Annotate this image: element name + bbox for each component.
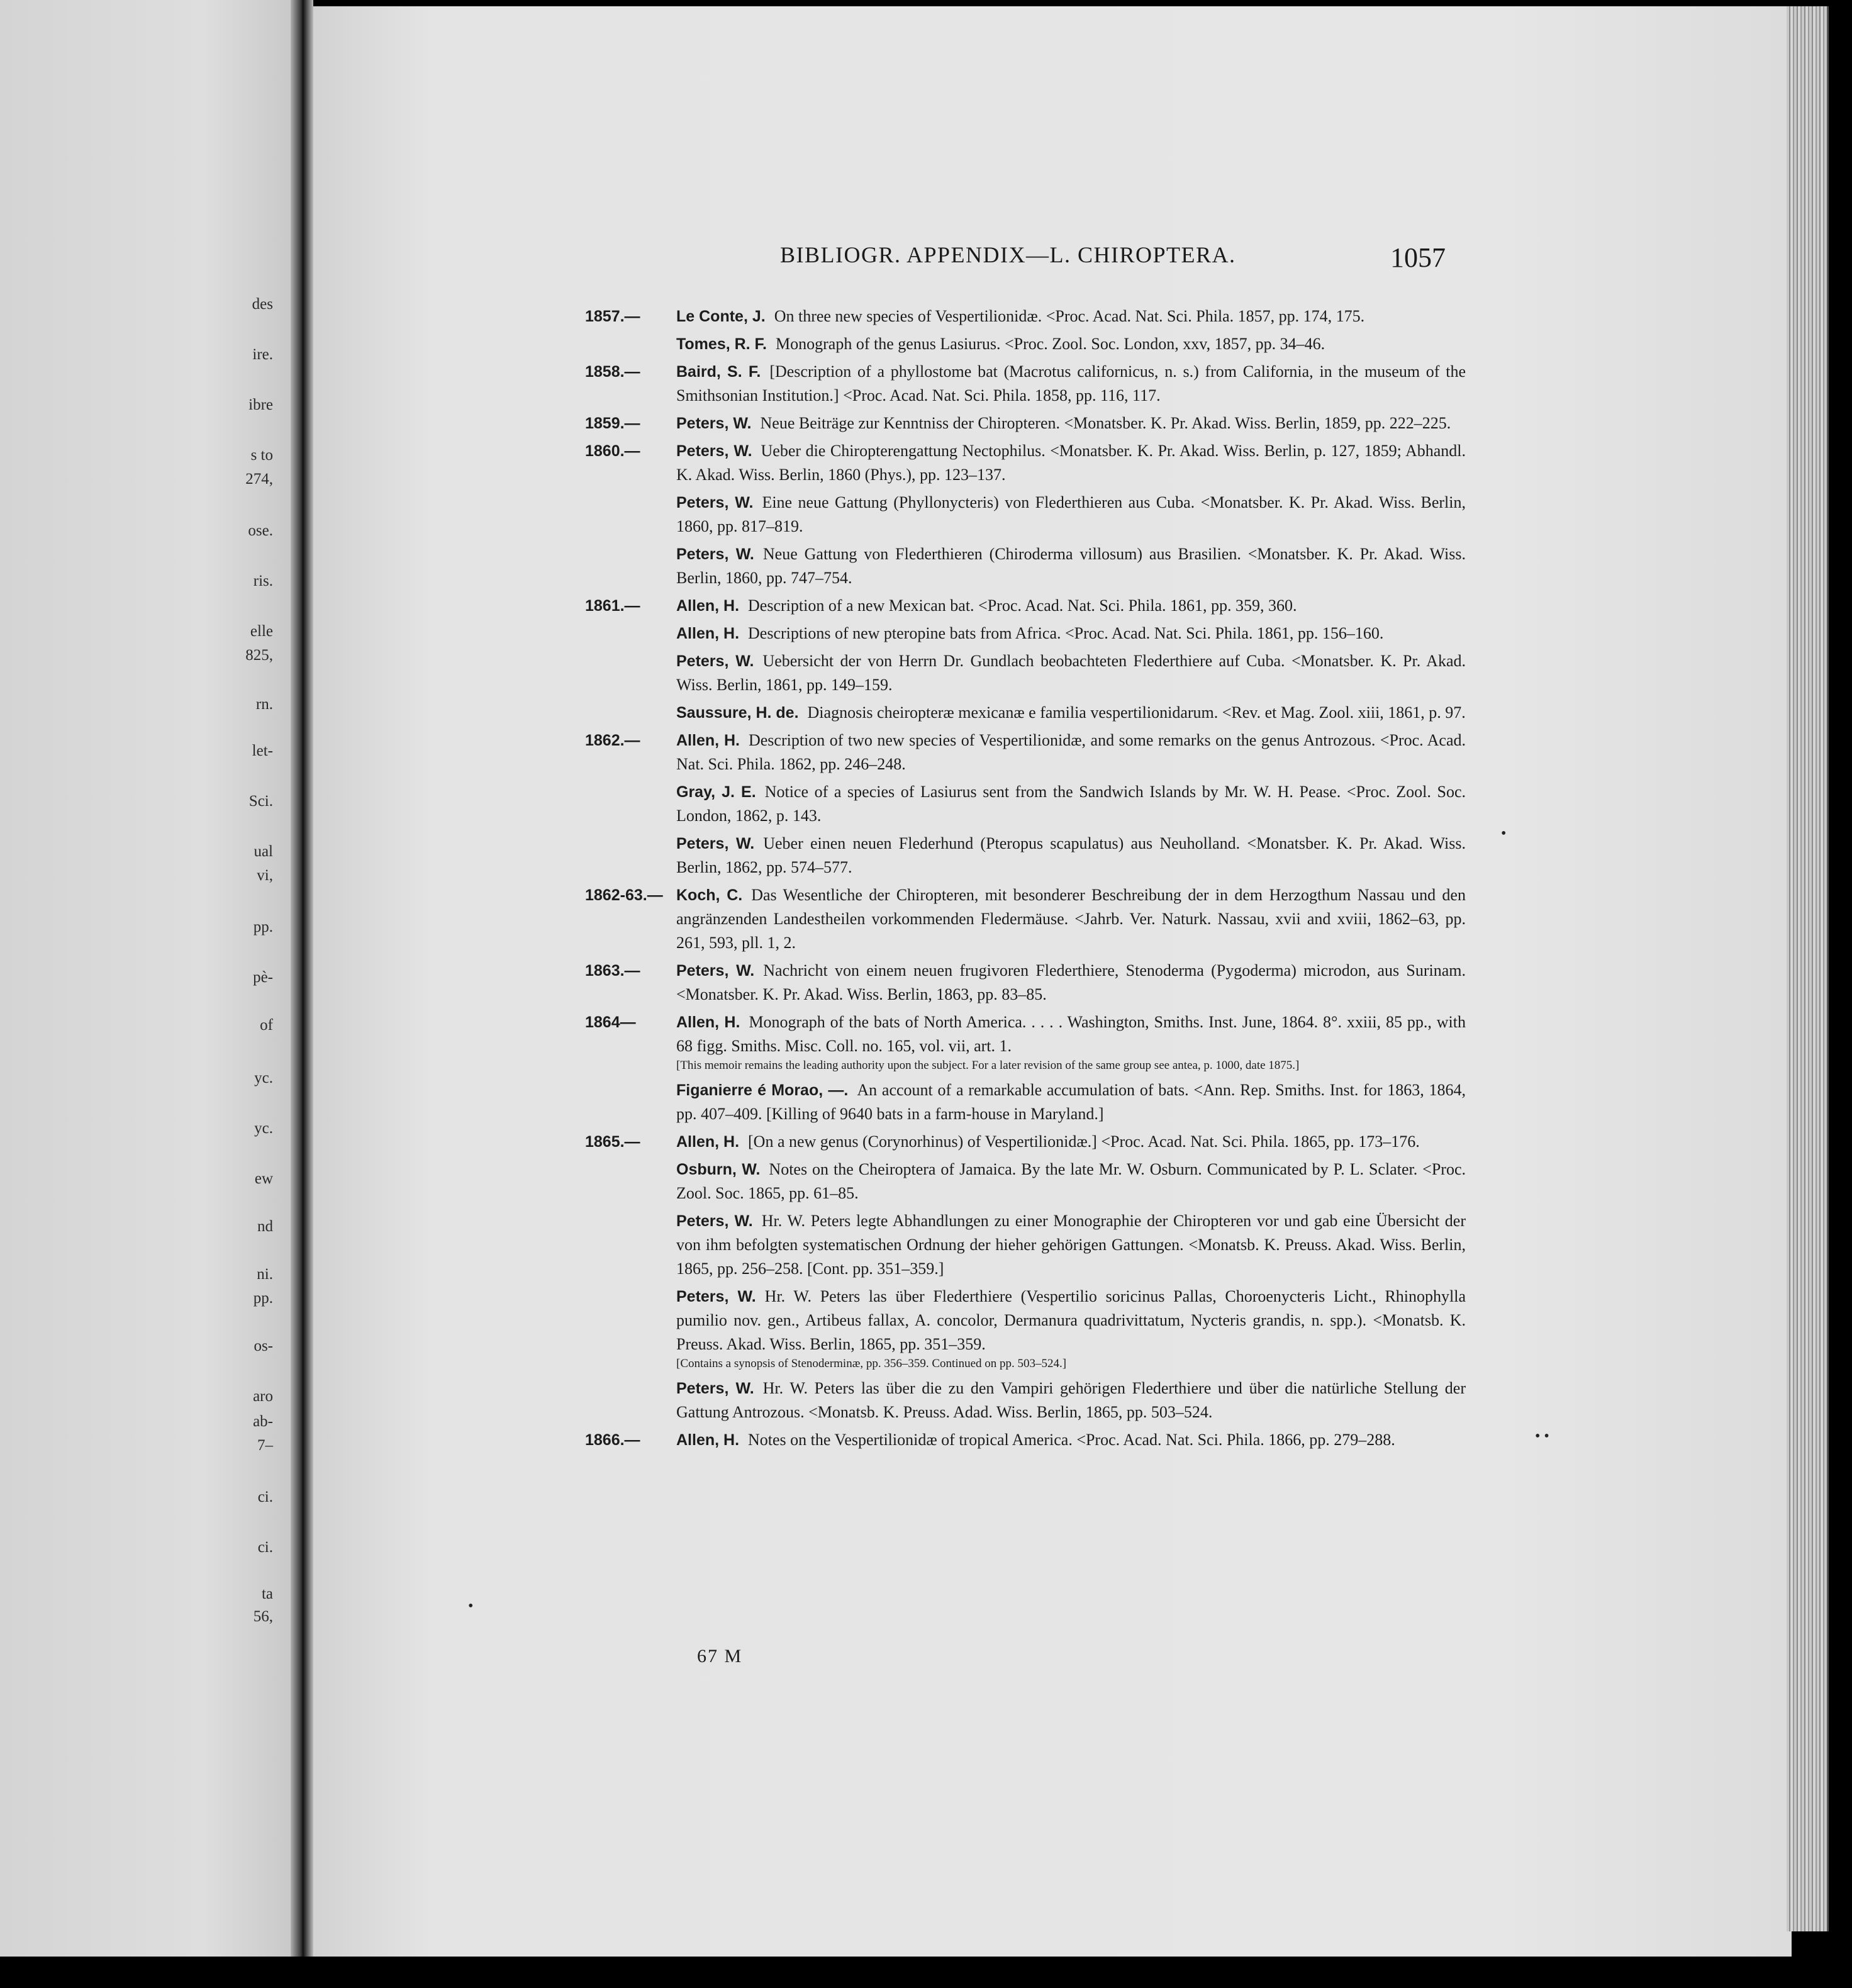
entry-author: Allen, H. [676, 625, 740, 642]
entry-year: 1859.— [585, 415, 640, 432]
entry-year: 1862-63.— [585, 886, 663, 904]
bibliography-entry [585, 332, 1466, 356]
bibliography-entry [585, 1078, 1466, 1126]
entry-citation: Hr. W. Peters las über Flederthiere (Vespertilio soricinus Pallas, Choroenycteris Licht., Rhinophylla pumilio nov. gen., Artibeus fallax, A. concolor, Dermanura quadrivittatum, Nycteris grandis, n. spp.). <Monatsb. K. Preuss. Akad. Wiss. Berlin, 1865, pp. 351–359. [676, 1287, 1466, 1353]
entry-author: Peters, W. [676, 1380, 754, 1397]
bibliography-entry [585, 701, 1466, 725]
entry-author: Gray, J. E. [676, 783, 756, 801]
page-signature: 67 M [697, 1646, 743, 1667]
entry-year: 1863.— [585, 962, 640, 980]
entry-author: Peters, W. [676, 545, 754, 563]
page-edges [1787, 6, 1829, 1931]
entry-citation: Uebersicht der von Herrn Dr. Gundlach beobachteten Flederthiere auf Cuba. <Monatsber. K. Pr. Akad. Wiss. Berlin, 1861, pp. 149–159. [676, 652, 1466, 694]
entry-citation: On three new species of Vespertilionidæ. <Proc. Acad. Nat. Sci. Phila. 1857, pp. 174, 175. [774, 307, 1365, 325]
entry-note: [This memoir remains the leading authority upon the subject. For a later revision of the same group see antea, p. 1000, date 1875.] [676, 1059, 1300, 1072]
entry-citation: Neue Beiträge zur Kenntniss der Chiropteren. <Monatsber. K. Pr. Akad. Wiss. Berlin, 1859, pp. 222–225. [760, 414, 1451, 432]
entry-citation: Notice of a species of Lasiurus sent from the Sandwich Islands by Mr. W. H. Pease. <Proc. Zool. Soc. London, 1862, p. 143. [676, 783, 1466, 825]
left-page-fragment: rn. [255, 696, 273, 713]
left-page-fragment: ci. [257, 1539, 273, 1556]
bibliography-entry [585, 1010, 1466, 1075]
left-page-fragment: os- [254, 1337, 273, 1354]
left-page-fragment: ose. [248, 522, 273, 539]
entry-author: Peters, W. [676, 494, 754, 511]
entry-citation: Notes on the Cheiroptera of Jamaica. By the late Mr. W. Osburn. Communicated by P. L. Sclater. <Proc. Zool. Soc. 1865, pp. 61–85. [676, 1160, 1466, 1202]
left-page-fragment: of [260, 1017, 273, 1034]
bibliography-entry [585, 780, 1466, 828]
left-page-fragment: s to [250, 447, 273, 464]
entry-year: 1865.— [585, 1133, 640, 1151]
left-page-fragment: ual [254, 843, 273, 860]
entry-author: Peters, W. [676, 442, 752, 460]
bibliography-entry [585, 1130, 1466, 1154]
bibliography-entry [585, 1285, 1466, 1373]
entry-author: Allen, H. [676, 732, 740, 749]
entry-year: 1861.— [585, 597, 640, 615]
entry-year: 1862.— [585, 732, 640, 749]
entry-author: Le Conte, J. [676, 308, 766, 325]
entry-author: Peters, W. [676, 415, 752, 432]
left-page-fragment: vi, [257, 867, 273, 884]
left-page [0, 0, 291, 1957]
bibliography-entry [585, 959, 1466, 1007]
entry-author: Peters, W. [676, 962, 755, 980]
left-page-fragment: 274, [245, 471, 273, 488]
bibliography-entry [585, 883, 1466, 955]
bibliography-entry [585, 1209, 1466, 1281]
entry-citation: Ueber die Chiropterengattung Nectophilus. <Monatsber. K. Pr. Akad. Wiss. Berlin, p. 127, 1859; Abhandl. K. Akad. Wiss. Berlin, 1860 (Phys.), pp. 123–137. [676, 442, 1466, 484]
left-page-fragment: des [252, 296, 273, 313]
entry-citation: Diagnosis cheiropteræ mexicanæ e familia vespertilionidarum. <Rev. et Mag. Zool. xiii, 1861, p. 97. [807, 703, 1466, 722]
entry-author: Osburn, W. [676, 1161, 761, 1178]
stray-mark: • • [1535, 1428, 1549, 1444]
bibliography-entry [585, 1158, 1466, 1205]
entry-author: Baird, S. F. [676, 363, 761, 381]
bibliography-entry [585, 1428, 1466, 1452]
entry-author: Allen, H. [676, 597, 740, 615]
entry-author: Allen, H. [676, 1133, 740, 1151]
left-page-fragment: ew [254, 1170, 273, 1187]
entry-citation: Notes on the Vespertilionidæ of tropical America. <Proc. Acad. Nat. Sci. Phila. 1866, pp. 279–288. [748, 1431, 1395, 1449]
bibliography-entry [585, 542, 1466, 590]
entry-citation: Description of two new species of Vespertilionidæ, and some remarks on the genus Antrozous. <Proc. Acad. Nat. Sci. Phila. 1862, pp. 246–248. [676, 731, 1466, 773]
entry-author: Allen, H. [676, 1014, 740, 1031]
running-head: BIBLIOGR. APPENDIX—L. CHIROPTERA. [780, 242, 1236, 267]
entry-author: Peters, W. [676, 835, 755, 852]
entry-year: 1860.— [585, 442, 640, 460]
left-page-fragment: 825, [245, 647, 273, 664]
left-page-fragment: 56, [253, 1608, 273, 1625]
entry-citation: Monograph of the genus Lasiurus. <Proc. Zool. Soc. London, xxv, 1857, pp. 34–46. [776, 335, 1325, 353]
entry-author: Figanierre é Morao, —. [676, 1081, 849, 1099]
entry-author: Allen, H. [676, 1431, 740, 1449]
entry-author: Koch, C. [676, 886, 743, 904]
stray-mark: • [1501, 825, 1507, 842]
entry-citation: Hr. W. Peters legte Abhandlungen zu einer Monographie der Chiropteren vor und gab eine Übersicht der von ihm befolgten systematischen Ordnung der hieher gehörigen Gattungen. <Monatsb. K. Preuss. Akad. Wiss. Berlin, 1865, pp. 256–258. [Cont. pp. 351–359.] [676, 1212, 1466, 1278]
entry-citation: Monograph of the bats of North America. . . . . Washington, Smiths. Inst. June, 1864. 8°. xxiii, 85 pp., with 68 figg. Smiths. Misc. Coll. no. 165, vol. vii, art. 1. [676, 1013, 1466, 1055]
entry-note: [Contains a synopsis of Stenoderminæ, pp. 356–359. Continued on pp. 503–524.] [676, 1357, 1067, 1370]
entry-author: Peters, W. [676, 1212, 753, 1230]
left-page-fragment: pp. [253, 919, 273, 935]
left-page-fragment: pè- [253, 969, 273, 986]
bibliography-entry [585, 439, 1466, 487]
left-page-fragment: ni. [257, 1266, 273, 1283]
bibliography-entry [585, 649, 1466, 697]
entry-citation: Das Wesentliche der Chiropteren, mit besonderer Beschreibung der in dem Herzogthum Nassau und den angränzenden Landestheilen vorkommenden Fledermäuse. <Jahrb. Ver. Naturk. Nassau, xvii and xviii, 1862–63, pp. 261, 593, pll. 1, 2. [676, 886, 1466, 952]
entry-citation: Eine neue Gattung (Phyllonycteris) von Flederthieren aus Cuba. <Monatsber. K. Pr. Akad. Wiss. Berlin, 1860, pp. 817–819. [676, 493, 1466, 535]
entry-citation: An account of a remarkable accumulation of bats. <Ann. Rep. Smiths. Inst. for 1863, 1864, pp. 407–409. [Killing of 9640 bats in a farm-house in Maryland.] [676, 1081, 1466, 1123]
bibliography-list [585, 304, 1466, 1456]
bibliography-entry [585, 622, 1466, 645]
entry-year: 1857.— [585, 308, 640, 325]
stray-mark: • [468, 1598, 474, 1614]
left-page-fragment: ibre [248, 396, 273, 413]
left-page-fragment: ta [261, 1585, 273, 1602]
bibliography-entry [585, 1377, 1466, 1424]
entry-citation: Neue Gattung von Flederthieren (Chiroderma villosum) aus Brasilien. <Monatsber. K. Pr. Akad. Wiss. Berlin, 1860, pp. 747–754. [676, 545, 1466, 587]
entry-citation: Nachricht von einem neuen frugivoren Flederthiere, Stenoderma (Pygoderma) microdon, aus Surinam. <Monatsber. K. Pr. Akad. Wiss. Berlin, 1863, pp. 83–85. [676, 961, 1466, 1003]
left-page-fragment: yc. [254, 1069, 273, 1086]
left-page-fragment: ci. [257, 1488, 273, 1505]
entry-author: Saussure, H. de. [676, 704, 799, 722]
left-page-fragment: let- [252, 742, 273, 759]
bibliography-entry [585, 360, 1466, 408]
bibliography-entry [585, 304, 1466, 328]
left-page-fragment: yc. [254, 1120, 273, 1137]
entry-author: Peters, W. [676, 1288, 756, 1305]
entry-year: 1858.— [585, 363, 640, 381]
left-page-fragment: ab- [253, 1413, 273, 1430]
left-page-fragment: nd [257, 1218, 273, 1235]
page-number: 1057 [1390, 242, 1446, 273]
entry-citation: [On a new genus (Corynorhinus) of Vespertilionidæ.] <Proc. Acad. Nat. Sci. Phila. 1865, pp. 173–176. [748, 1132, 1420, 1151]
entry-citation: [Description of a phyllostome bat (Macrotus californicus, n. s.) from California, in the museum of the Smithsonian Institution.] <Proc. Acad. Nat. Sci. Phila. 1858, pp. 116, 117. [676, 362, 1466, 405]
bibliography-entry [585, 491, 1466, 539]
left-page-fragment: 7– [257, 1437, 273, 1454]
entry-author: Peters, W. [676, 652, 754, 670]
entry-year: 1866.— [585, 1431, 640, 1449]
bibliography-entry [585, 729, 1466, 776]
bibliography-entry [585, 594, 1466, 618]
left-page-fragment: Sci. [248, 793, 273, 810]
bibliography-entry [585, 411, 1466, 435]
entry-year: 1864— [585, 1014, 636, 1031]
entry-citation: Ueber einen neuen Flederhund (Pteropus scapulatus) aus Neuholland. <Monatsber. K. Pr. Akad. Wiss. Berlin, 1862, pp. 574–577. [676, 834, 1466, 876]
bibliography-entry [585, 832, 1466, 880]
left-page-fragment: aro [253, 1388, 273, 1405]
entry-citation: Hr. W. Peters las über die zu den Vampiri gehörigen Flederthiere und über die natürliche Stellung der Gattung Antrozous. <Monatsb. K. Preuss. Adad. Wiss. Berlin, 1865, pp. 503–524. [676, 1379, 1466, 1421]
entry-author: Tomes, R. F. [676, 335, 767, 353]
left-page-fragment: pp. [253, 1290, 273, 1307]
entry-citation: Description of a new Mexican bat. <Proc. Acad. Nat. Sci. Phila. 1861, pp. 359, 360. [748, 596, 1297, 615]
entry-citation: Descriptions of new pteropine bats from Africa. <Proc. Acad. Nat. Sci. Phila. 1861, pp. 156–160. [748, 624, 1384, 642]
left-page-fragment: ire. [252, 346, 273, 363]
book-gutter [291, 0, 313, 1957]
left-page-fragment: ris. [253, 572, 273, 589]
left-page-fragment: elle [250, 623, 273, 640]
